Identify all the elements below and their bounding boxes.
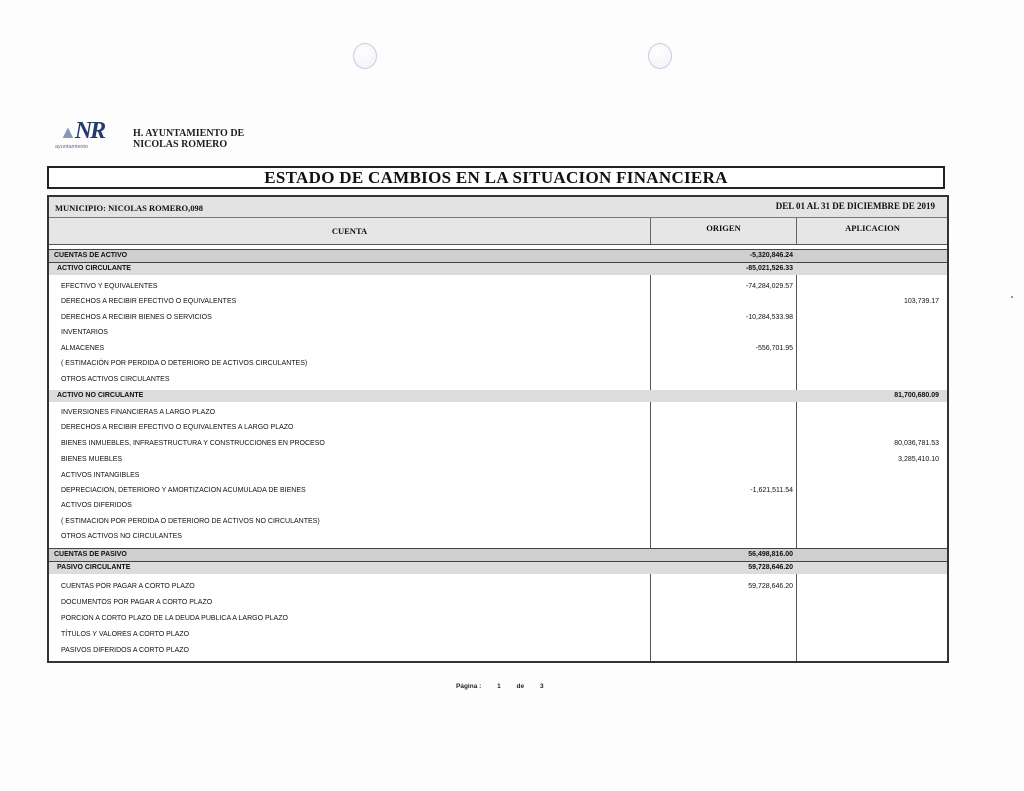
table-row bbox=[49, 372, 947, 387]
row-label: INVERSIONES FINANCIERAS A LARGO PLAZO bbox=[61, 409, 216, 416]
table-row bbox=[49, 514, 947, 529]
row-label: OTROS ACTIVOS CIRCULANTES bbox=[61, 376, 170, 383]
row-label: DERECHOS A RECIBIR EFECTIVO O EQUIVALENTES bbox=[61, 298, 237, 305]
row-origen: -1,621,511.54 bbox=[750, 487, 793, 494]
row-aplicacion: 81,700,680.09 bbox=[894, 392, 939, 399]
row-label: ACTIVOS INTANGIBLES bbox=[61, 472, 140, 479]
row-origen: 59,728,646.20 bbox=[748, 564, 793, 571]
table-row bbox=[49, 643, 947, 658]
row-label: ( ESTIMACION POR PERDIDA O DETERIORO DE ACTIVOS NO CIRCULANTES) bbox=[61, 518, 320, 525]
row-label: BIENES MUEBLES bbox=[61, 456, 123, 463]
org-line-1: H. AYUNTAMIENTO DE bbox=[133, 128, 245, 139]
table-row bbox=[49, 279, 947, 294]
table-row bbox=[49, 627, 947, 642]
table-row bbox=[49, 595, 947, 610]
punch-hole-right bbox=[648, 43, 672, 69]
org-line-2: NICOLAS ROMERO bbox=[133, 139, 228, 150]
row-label: TÍTULOS Y VALORES A CORTO PLAZO bbox=[61, 631, 190, 638]
table-row bbox=[49, 405, 947, 420]
period-label: DEL 01 AL 31 DE DICIEMBRE DE 2019 bbox=[775, 201, 935, 211]
financial-statement-table bbox=[47, 195, 949, 663]
municipal-logo bbox=[55, 119, 117, 157]
row-label: ( ESTIMACIÓN POR PERDIDA O DETERIORO DE ACTIVOS CIRCULANTES) bbox=[61, 360, 308, 367]
row-origen: -85,021,526.33 bbox=[745, 265, 793, 272]
row-label: INVENTARIOS bbox=[61, 329, 108, 336]
row-label: ACTIVO CIRCULANTE bbox=[57, 265, 131, 272]
pagina-current: 1 bbox=[497, 683, 501, 690]
row-label: ACTIVO NO CIRCULANTE bbox=[57, 392, 144, 399]
table-row bbox=[49, 325, 947, 340]
row-label: ACTIVOS DIFERIDOS bbox=[61, 502, 132, 509]
row-label: OTROS ACTIVOS NO CIRCULANTES bbox=[61, 533, 182, 540]
table-row bbox=[49, 310, 947, 325]
page-number bbox=[456, 683, 558, 690]
column-header-cuenta: CUENTA bbox=[331, 226, 368, 236]
table-row-cuentas-de-pasivo bbox=[49, 548, 947, 562]
row-origen: 59,728,646.20 bbox=[748, 583, 793, 590]
document-title: ESTADO DE CAMBIOS EN LA SITUACION FINANCIERA bbox=[47, 166, 945, 189]
municipio-label: MUNICIPIO: NICOLAS ROMERO,098 bbox=[55, 203, 204, 213]
table-row bbox=[49, 452, 947, 467]
column-header-origen: ORIGEN bbox=[650, 218, 796, 244]
logo-subtext: ayuntamiento bbox=[55, 144, 89, 150]
table-row bbox=[49, 294, 947, 309]
row-label: DOCUMENTOS POR PAGAR A CORTO PLAZO bbox=[61, 599, 213, 606]
table-row bbox=[49, 529, 947, 544]
row-label: EFECTIVO Y EQUIVALENTES bbox=[61, 283, 158, 290]
table-row bbox=[49, 468, 947, 483]
row-aplicacion: 80,036,781.53 bbox=[894, 440, 939, 447]
punch-hole-left bbox=[353, 43, 377, 69]
row-label: BIENES INMUEBLES, INFRAESTRUCTURA Y CONSTRUCCIONES EN PROCESO bbox=[61, 440, 325, 447]
row-origen: -74,284,029.57 bbox=[745, 283, 793, 290]
table-row bbox=[49, 341, 947, 356]
logo-mark-icon: ▲NR bbox=[59, 118, 105, 144]
pagina-de-label: de bbox=[516, 683, 525, 690]
organization-name bbox=[133, 128, 244, 150]
table-row-pasivo-circulante bbox=[49, 562, 947, 574]
row-label: CUENTAS DE ACTIVO bbox=[54, 252, 128, 259]
table-row bbox=[49, 420, 947, 435]
row-origen: -5,320,846.24 bbox=[749, 252, 793, 259]
table-row-activo-no-circulante bbox=[49, 390, 947, 402]
table-row bbox=[49, 611, 947, 626]
row-label: ALMACENES bbox=[61, 345, 105, 352]
row-label: DERECHOS A RECIBIR EFECTIVO O EQUIVALENTES A LARGO PLAZO bbox=[61, 424, 294, 431]
row-origen: -556,701.95 bbox=[755, 345, 793, 352]
table-row bbox=[49, 436, 947, 451]
pagina-total: 3 bbox=[539, 683, 544, 690]
row-aplicacion: 3,285,410.10 bbox=[898, 456, 939, 463]
row-label: PASIVOS DIFERIDOS A CORTO PLAZO bbox=[61, 647, 189, 654]
row-origen: 56,498,816.00 bbox=[748, 551, 793, 558]
column-header-row bbox=[49, 218, 947, 245]
row-label: DERECHOS A RECIBIR BIENES O SERVICIOS bbox=[61, 314, 212, 321]
table-row-cuentas-de-activo bbox=[49, 249, 947, 263]
row-label: PORCION A CORTO PLAZO DE LA DEUDA PUBLICA A LARGO PLAZO bbox=[61, 615, 288, 622]
row-label: CUENTAS POR PAGAR A CORTO PLAZO bbox=[61, 583, 195, 590]
pagina-label: Página : bbox=[456, 683, 482, 690]
column-header-aplicacion: APLICACION bbox=[796, 218, 948, 244]
table-row-activo-circulante bbox=[49, 263, 947, 275]
row-origen: -10,284,533.98 bbox=[745, 314, 793, 321]
scan-speck bbox=[1011, 296, 1013, 298]
table-row bbox=[49, 483, 947, 498]
table-info-header bbox=[49, 197, 947, 218]
row-label: PASIVO CIRCULANTE bbox=[57, 564, 131, 571]
table-row bbox=[49, 498, 947, 513]
row-label: CUENTAS DE PASIVO bbox=[54, 551, 127, 558]
row-label: DEPRECIACION, DETERIORO Y AMORTIZACION ACUMULADA DE BIENES bbox=[61, 487, 306, 494]
table-row bbox=[49, 579, 947, 594]
table-body bbox=[49, 249, 947, 661]
row-aplicacion: 103,739.17 bbox=[903, 298, 939, 305]
table-row bbox=[49, 356, 947, 371]
